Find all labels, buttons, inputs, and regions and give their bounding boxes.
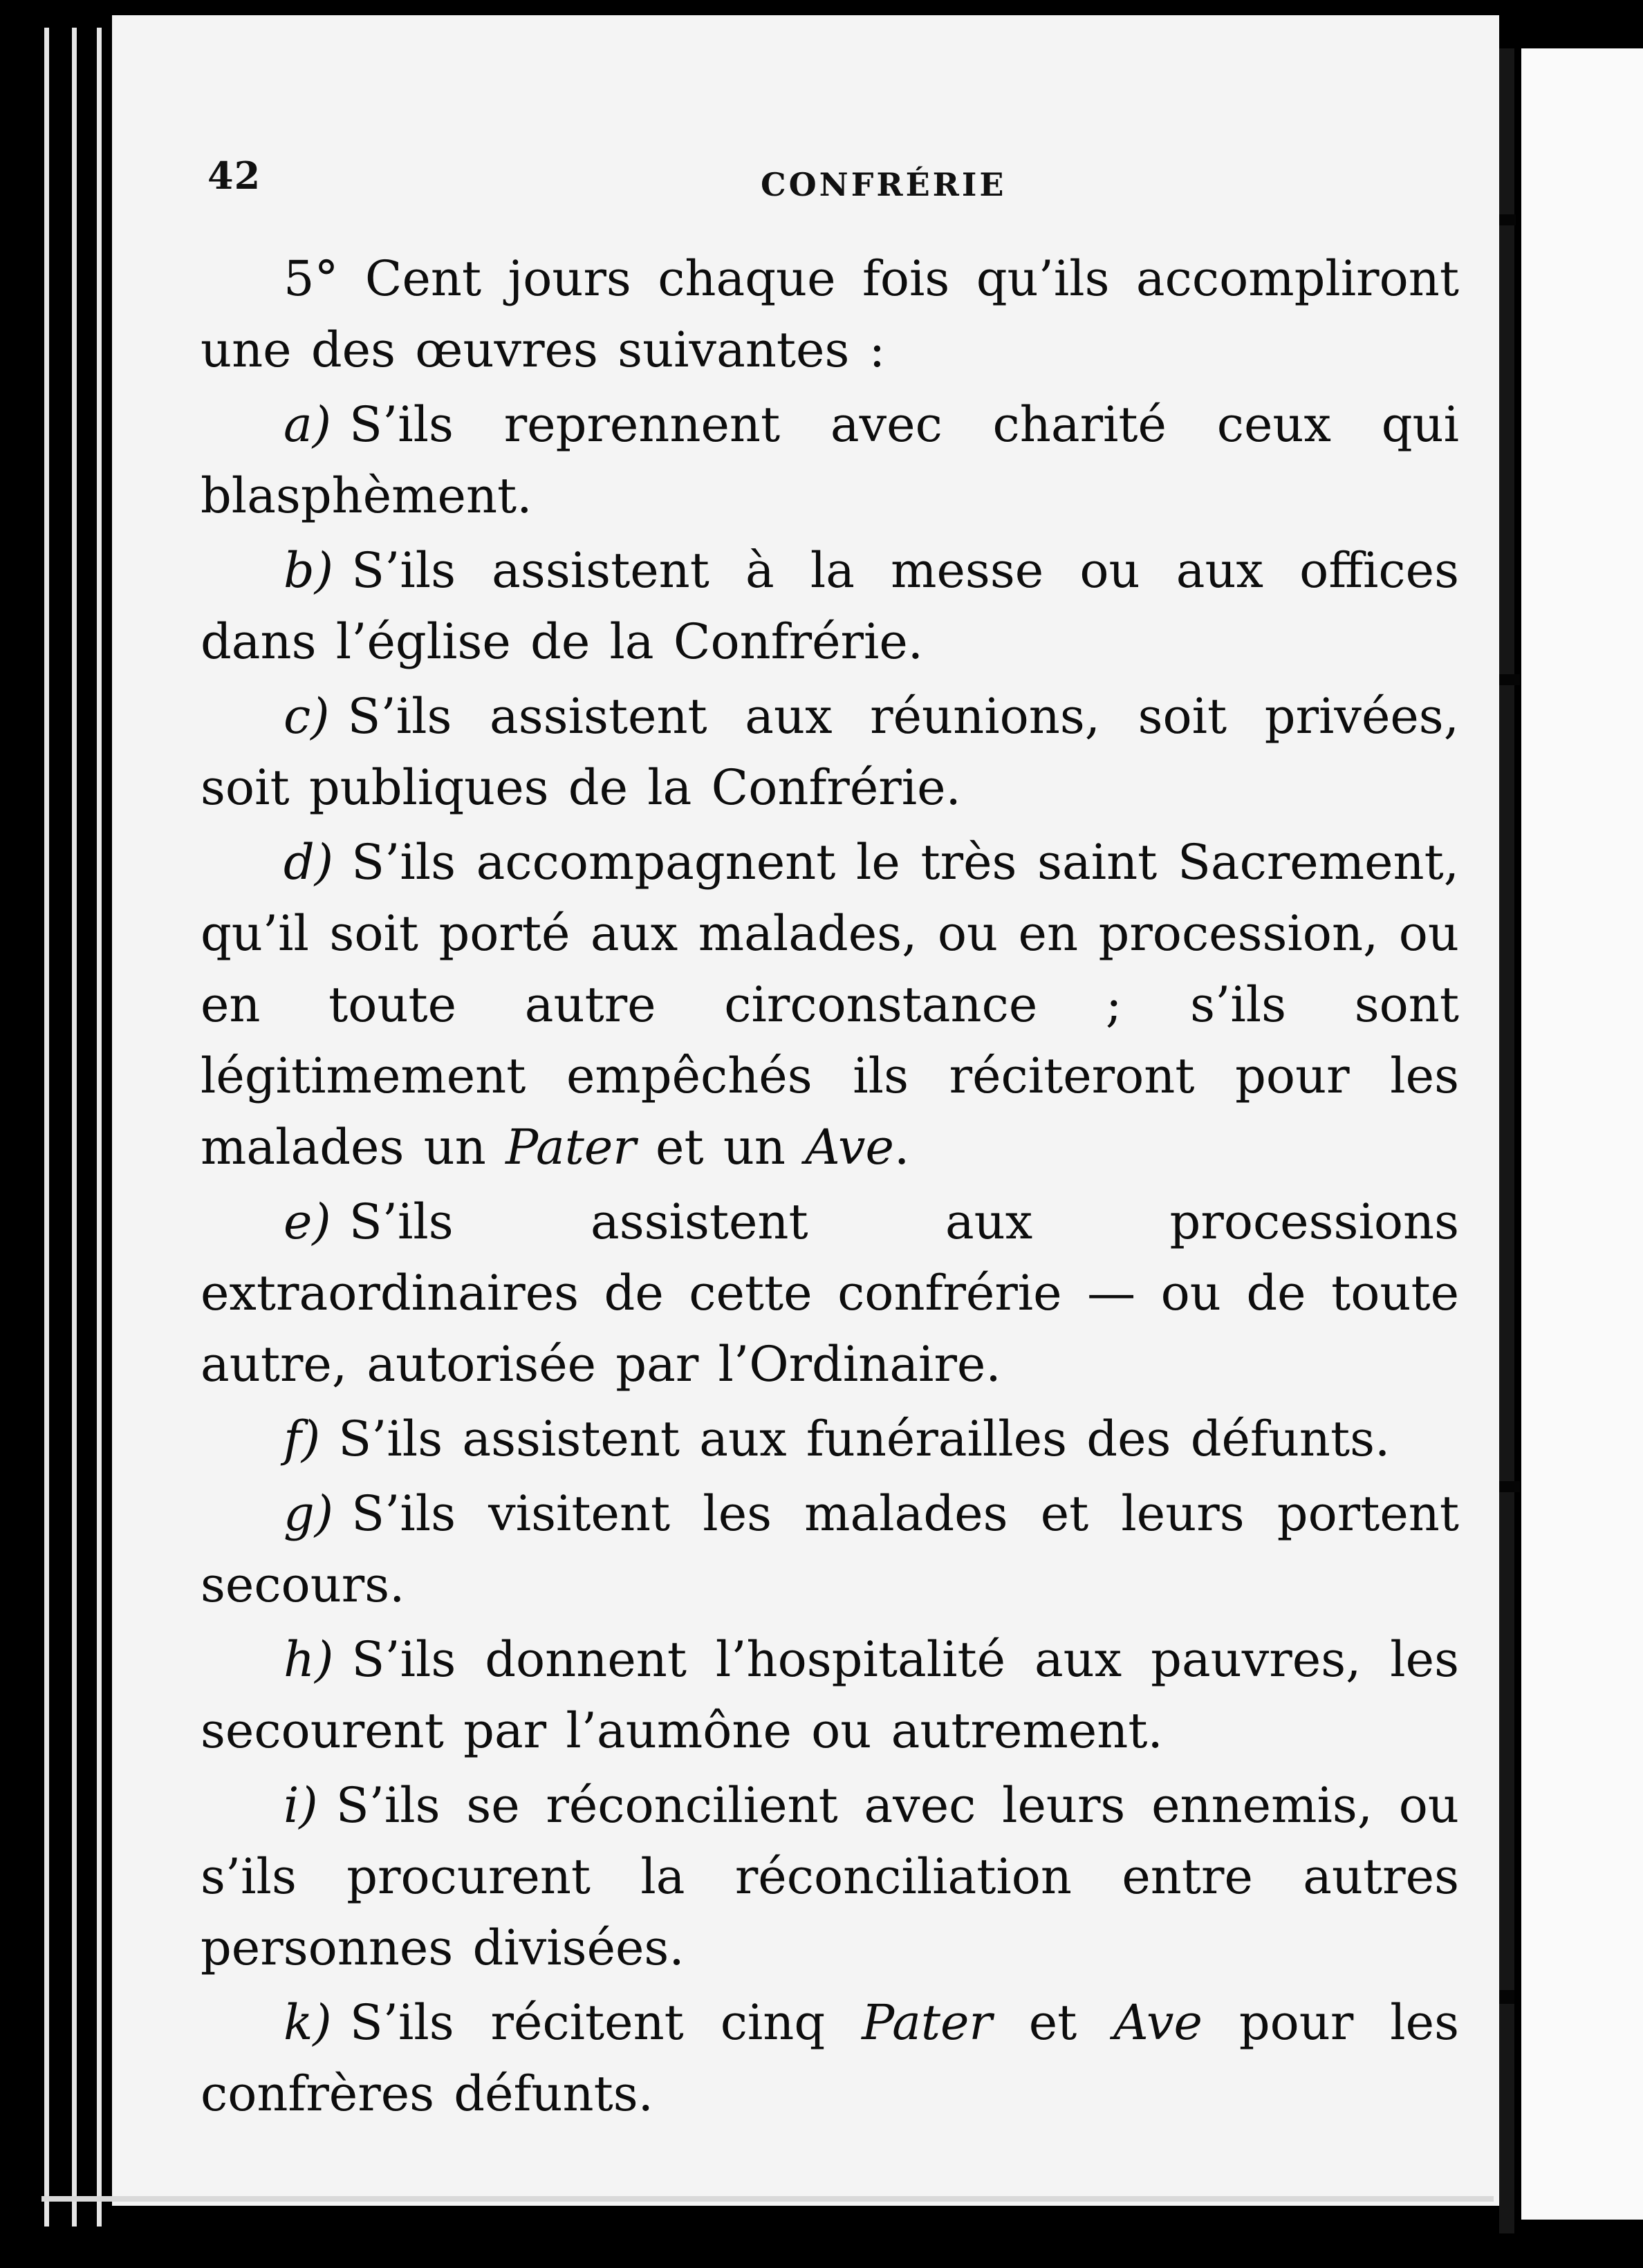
book-edge-line: [44, 28, 49, 2227]
item-marker: g): [284, 1485, 334, 1542]
book-page: [112, 15, 1499, 2206]
list-item: g) S’ils visitent les malades et leurs portent secours.: [201, 1485, 1459, 1613]
book-edge-line: [97, 28, 102, 2227]
adjacent-page: [1521, 48, 1643, 2220]
item-marker: a): [284, 396, 332, 453]
item-marker: f): [284, 1411, 321, 1467]
list-item: h) S’ils donnent l’hospitalité aux pauvres, les secourent par l’aumône ou autrement.: [201, 1631, 1459, 1759]
list-item: a) S’ils reprennent avec charité ceux qui blasphèment.: [201, 396, 1459, 524]
list-item: b) S’ils assistent à la messe ou aux offices dans l’église de la Confrérie.: [201, 542, 1459, 670]
item-marker: b): [284, 542, 334, 599]
item-marker: d): [284, 834, 334, 891]
item-marker: i): [284, 1777, 318, 1834]
italic-word: Pater: [862, 1994, 992, 2051]
page-body: [201, 243, 1459, 2133]
list-item: e) S’ils assistent aux processions extraordinaires de cette confrérie — ou de toute autre, autorisée par l’Ordinaire.: [201, 1193, 1459, 1393]
italic-word: Ave: [1113, 1994, 1203, 2051]
list-item: f) S’ils assistent aux funérailles des défunts.: [284, 1411, 1391, 1467]
page-header: [207, 147, 1438, 216]
item-marker: e): [284, 1193, 331, 1250]
book-edge-line: [72, 28, 77, 2227]
italic-word: Pater: [505, 1119, 636, 1175]
book-spine: [1499, 48, 1514, 2233]
page-bottom-edge: [41, 2196, 1494, 2202]
item-marker: k): [284, 1994, 332, 2051]
list-item: i) S’ils se réconcilient avec leurs ennemis, ou s’ils procurent la réconciliation entre autres personnes divisées.: [201, 1777, 1459, 1976]
page-number: 42: [207, 154, 261, 198]
list-item: k) S’ils récitent cinq Pater et Ave pour les confrères défunts.: [201, 1994, 1459, 2122]
item-marker: h): [284, 1631, 334, 1688]
list-item: c) S’ils assistent aux réunions, soit privées, soit publiques de la Confrérie.: [201, 688, 1459, 816]
running-head: CONFRÉRIE: [761, 166, 1007, 203]
item-marker: c): [284, 688, 330, 745]
italic-word: Ave: [805, 1119, 894, 1175]
paragraph-intro: 5° Cent jours chaque fois qu’ils accompliront une des œuvres suivantes :: [201, 250, 1459, 378]
list-item: d) S’ils accompagnent le très saint Sacrement, qu’il soit porté aux malades, ou en procession, ou en toute autre circonstance ; s’ils sont légitimement empêchés ils réciteront pour les malades un Pater et un Ave.: [201, 834, 1459, 1175]
